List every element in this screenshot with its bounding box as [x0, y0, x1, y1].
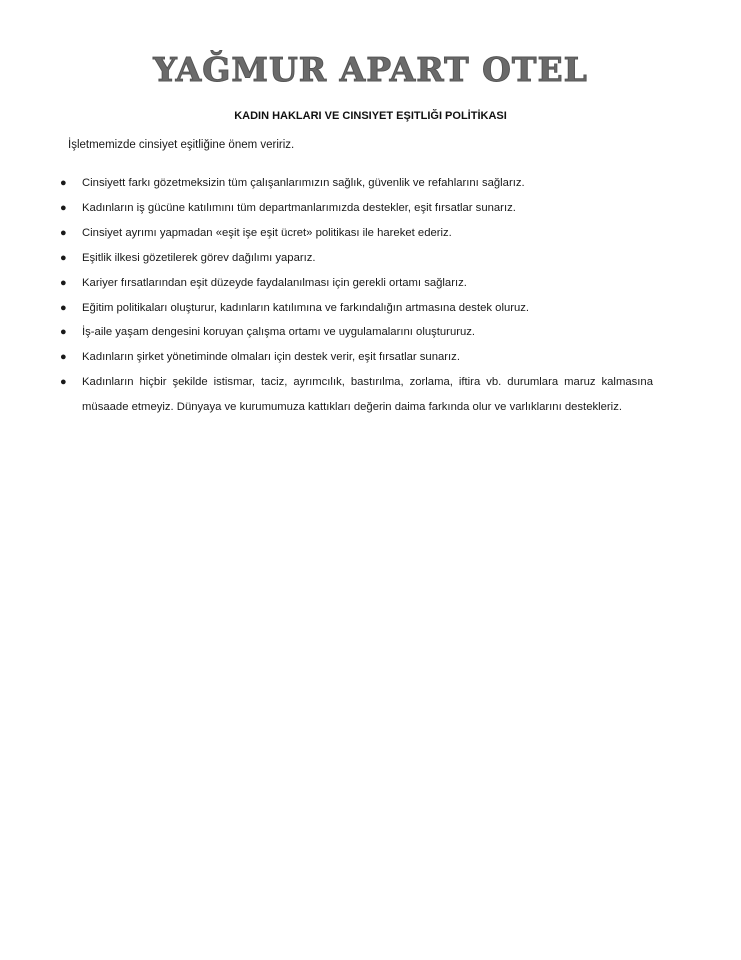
- list-item-text: Cinsiyett farkı gözetmeksizin tüm çalışanlarımızın sağlık, güvenlik ve refahlarını sağlarız.: [82, 177, 525, 189]
- list-item-text: Kadınların hiçbir şekilde istismar, taciz, ayrımcılık, bastırılma, zorlama, iftira vb. durumlara maruz kalmasına müsaade etmeyiz. Dünyaya ve kurumumuza kattıkları değerin daima farkında olur ve varlıklarını destekleriz.: [82, 376, 653, 414]
- document-title: YAĞMUR APART OTEL: [153, 50, 588, 89]
- list-item: [60, 196, 653, 221]
- bullet-icon: ●: [60, 251, 67, 264]
- bullet-icon: ●: [60, 226, 67, 239]
- bullet-icon: ●: [60, 376, 67, 389]
- list-item: [60, 221, 653, 246]
- list-item: [60, 171, 653, 196]
- list-item-text: Kadınların iş gücüne katılımını tüm departmanlarımızda destekler, eşit fırsatlar sunarız.: [82, 201, 516, 214]
- bullet-icon: ●: [60, 301, 67, 314]
- policy-heading: KADIN HAKLARI VE CINSIYET EŞITLIĞI POLİTİKASI: [234, 110, 507, 122]
- list-item-text: Kariyer fırsatlarından eşit düzeyde faydalanılması için gerekli ortamı sağlarız.: [82, 276, 467, 289]
- list-item: [60, 246, 653, 271]
- bullet-icon: ●: [60, 351, 67, 364]
- list-item-text: Eğitim politikaları oluşturur, kadınların katılımına ve farkındalığın artmasına destek oluruz.: [82, 301, 530, 314]
- list-item: [60, 370, 653, 420]
- list-item: [60, 271, 653, 296]
- list-item-text: Cinsiyet ayrımı yapmadan «eşit işe eşit ücret» politikası ile hareket ederiz.: [82, 226, 452, 239]
- list-item: [60, 345, 653, 370]
- bullet-icon: ●: [60, 177, 67, 189]
- list-item-text: Kadınların şirket yönetiminde olmaları için destek verir, eşit fırsatlar sunarız.: [82, 351, 460, 364]
- list-item: [60, 296, 653, 321]
- list-item-text: İş-aile yaşam dengesini koruyan çalışma ortamı ve uygulamalarını oluştururuz.: [82, 326, 476, 339]
- intro-text: İşletmemizde cinsiyet eşitliğine önem veririz.: [68, 139, 295, 151]
- list-item: [60, 320, 653, 345]
- bullet-icon: ●: [60, 326, 67, 339]
- bullet-icon: ●: [60, 201, 67, 214]
- bullet-icon: ●: [60, 276, 67, 289]
- policy-list: [60, 171, 653, 420]
- list-item-text: Eşitlik ilkesi gözetilerek görev dağılımı yaparız.: [82, 251, 316, 264]
